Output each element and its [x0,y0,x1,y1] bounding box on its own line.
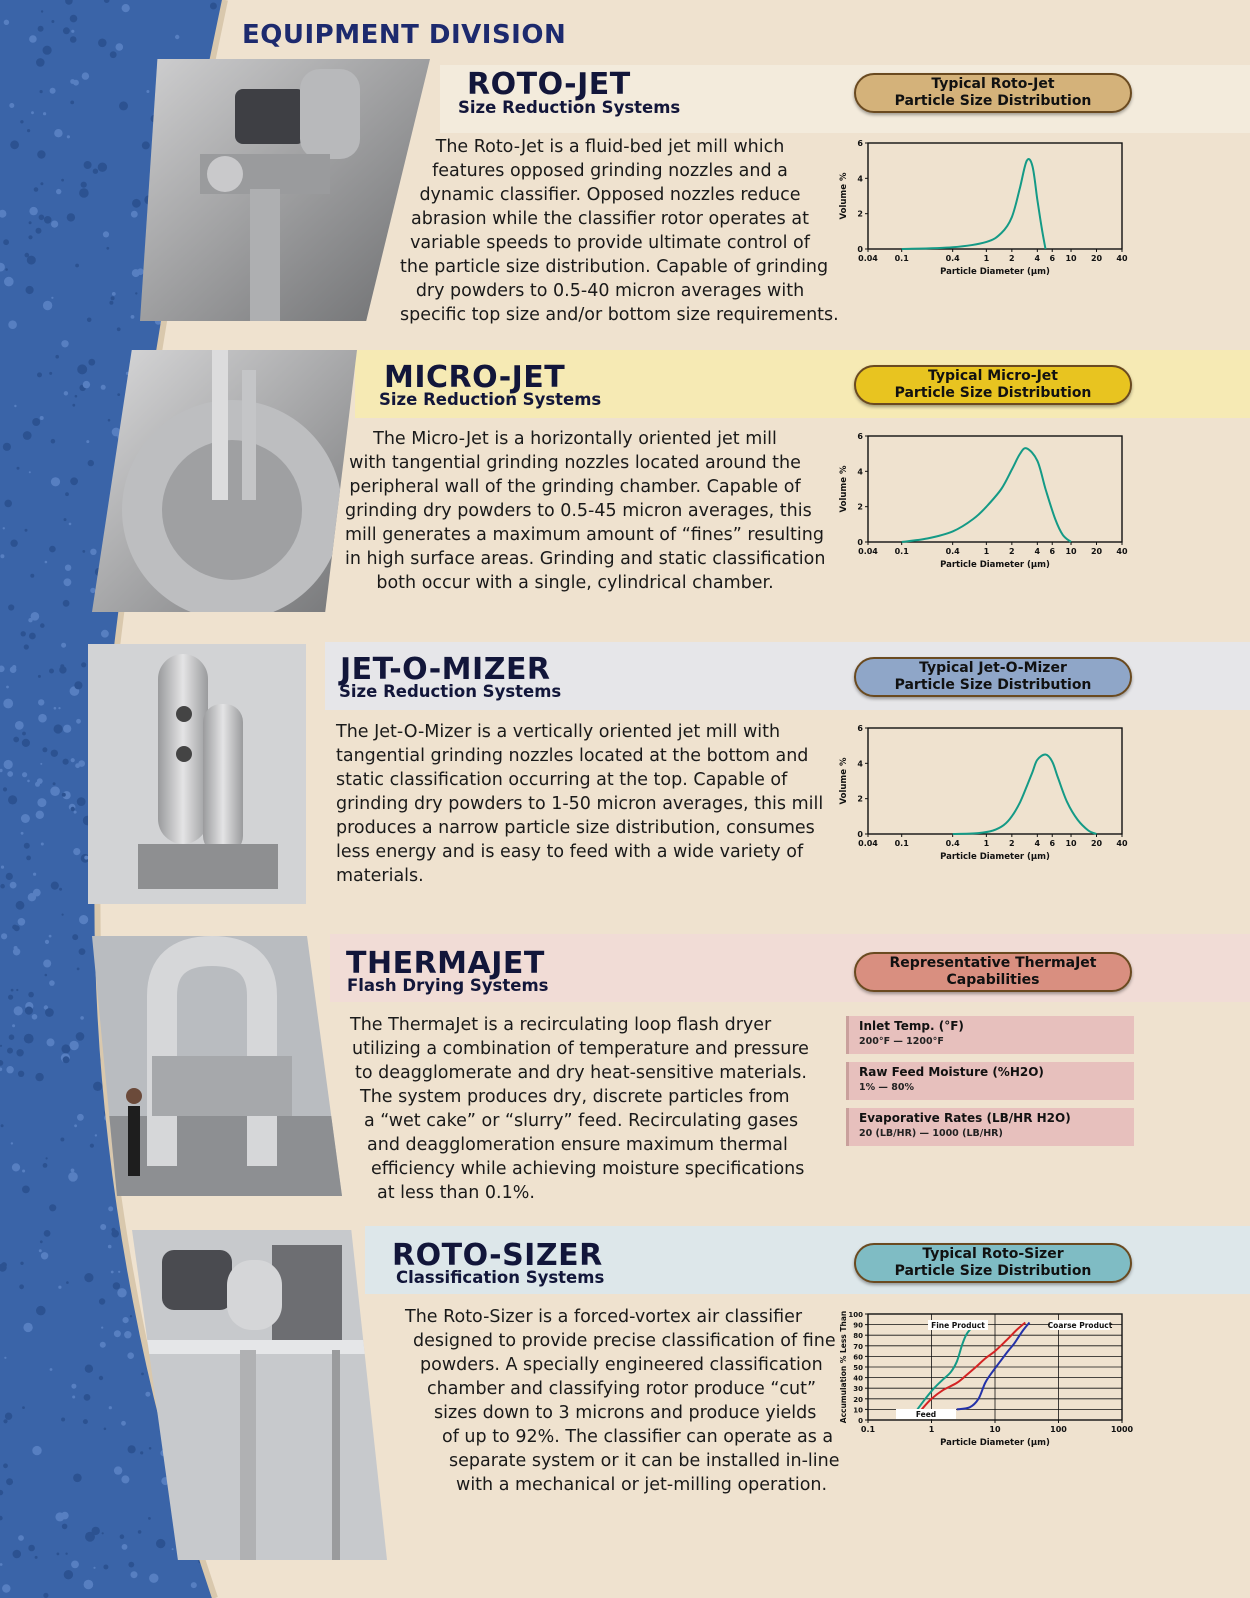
desc-line: the particle size distribution. Capable of grinding [400,257,829,277]
roto-sizer-distribution-chart [834,1306,1134,1460]
desc-line: of up to 92%. The classifier can operate as a [442,1427,834,1447]
y-axis-label: Volume % [839,172,849,220]
y-tick-label: 60 [853,1353,863,1362]
page-title: EQUIPMENT DIVISION [242,20,567,50]
x-tick-label: 0.04 [858,254,878,263]
desc-line: dry powders to 0.5-40 micron averages with [415,281,805,301]
x-tick-label: 40 [1116,839,1128,848]
thermajet-photo [92,936,342,1196]
desc-line: both occur with a single, cylindrical chamber. [376,573,774,593]
y-tick-label: 2 [857,209,863,219]
desc-line: peripheral wall of the grinding chamber. Capable of [349,477,801,497]
section-description [350,1013,809,1205]
desc-line: a “wet cake” or “slurry” feed. Recirculating gases [364,1111,799,1131]
chart-title-pill [854,365,1132,405]
desc-line: to deagglomerate and dry heat-sensitive materials. [355,1063,807,1083]
pill-line: Particle Size Distribution [894,1263,1092,1279]
y-tick-label: 90 [853,1321,863,1330]
x-tick-label: 0.4 [945,547,960,556]
pill-line: Particle Size Distribution [894,677,1092,693]
x-tick-label: 0.1 [894,547,909,556]
pill-line: Particle Size Distribution [894,93,1092,109]
x-tick-label: 4 [1034,839,1041,848]
section-description [336,720,824,888]
series-line [902,448,1071,542]
desc-line: in high surface areas. Grinding and static classification [345,549,826,569]
chart-title-pill [854,1243,1132,1283]
x-tick-label: 0.04 [858,839,878,848]
y-tick-label: 4 [857,759,863,769]
section-title: ROTO-SIZER [392,1238,603,1273]
x-tick-label: 1 [983,839,990,848]
section-subtitle: Classification Systems [396,1268,605,1287]
desc-line: The Roto-Sizer is a forced-vortex air classifier [405,1307,803,1327]
desc-line: less energy and is easy to feed with a wide variety of [336,842,804,862]
pill-line: Typical Micro-Jet [927,368,1058,384]
capabilities-title-pill [854,952,1132,992]
desc-line: and deagglomeration ensure maximum thermal [367,1135,788,1155]
y-tick-label: 6 [857,432,863,441]
capability-label: Inlet Temp. (°F) [859,1019,964,1033]
y-tick-label: 6 [857,724,863,733]
section-description [405,1305,840,1497]
capability-label: Raw Feed Moisture (%H2O) [859,1065,1044,1079]
desc-line: designed to provide precise classification of fine [413,1331,836,1351]
section-thermajet [0,934,1250,1204]
desc-line: sizes down to 3 microns and produce yields [434,1403,817,1423]
x-tick-label: 10 [1065,254,1077,263]
section-subtitle: Size Reduction Systems [379,390,602,409]
desc-line: grinding dry powders to 0.5-45 micron averages, this [345,501,812,521]
x-axis-label: Particle Diameter (µm) [940,560,1050,570]
jet-o-mizer-photo [88,644,306,904]
x-tick-label: 20 [1090,839,1103,848]
x-tick-label: 100 [1050,1425,1067,1434]
desc-line: mill generates a maximum amount of “fines” resulting [345,525,824,545]
desc-line: The ThermaJet is a recirculating loop flash dryer [350,1015,772,1035]
plot-frame [868,143,1122,249]
capability-value: 1% — 80% [859,1082,914,1093]
desc-line: features opposed grinding nozzles and a [432,161,788,181]
desc-line: powders. A specially engineered classification [420,1355,823,1375]
roto-jet-photo [140,59,430,321]
section-jet-o-mizer [0,642,1250,912]
series-line [953,754,1097,834]
x-axis-label: Particle Diameter (µm) [940,1438,1050,1448]
y-tick-label: 0 [857,538,863,547]
y-axis-label: Volume % [839,757,849,805]
x-tick-label: 6 [1049,839,1056,848]
desc-line: static classification occurring at the top. Capable of [336,770,788,790]
y-tick-label: 0 [857,830,863,839]
annotation-label: Feed [915,1410,937,1419]
desc-line: specific top size and/or bottom size requirements. [400,305,839,325]
chart-svg [834,720,1134,870]
section-description [345,427,826,595]
desc-line: variable speeds to provide ultimate control of [410,233,810,253]
desc-line: with tangential grinding nozzles located around the [349,453,801,473]
pill-line: Particle Size Distribution [894,385,1092,401]
x-tick-label: 1000 [1110,1425,1134,1434]
pill-line: Typical Jet-O-Mizer [919,660,1067,676]
x-axis-label: Particle Diameter (µm) [940,267,1050,277]
desc-line: materials. [336,866,424,886]
x-tick-label: 6 [1049,254,1056,263]
x-tick-label: 40 [1116,547,1128,556]
y-tick-label: 4 [857,467,863,477]
x-tick-label: 20 [1090,547,1103,556]
desc-line: with a mechanical or jet-milling operation. [456,1475,828,1495]
annotation-label: Coarse Product [1047,1321,1113,1330]
capability-inlet-temp [846,1016,1134,1054]
chart-title-pill [854,73,1132,113]
y-tick-label: 2 [857,794,863,804]
plot-frame [868,436,1122,542]
chart-svg [834,1306,1134,1456]
x-tick-label: 10 [1065,547,1077,556]
desc-line: chamber and classifying rotor produce “cut” [427,1379,817,1399]
x-tick-label: 4 [1034,547,1041,556]
desc-line: separate system or it can be installed in-line [449,1451,840,1471]
series-line [902,159,1046,249]
micro-jet-photo [92,350,357,612]
x-tick-label: 2 [1009,547,1015,556]
y-tick-label: 0 [857,245,863,254]
section-subtitle: Size Reduction Systems [339,682,562,701]
annotation-label: Fine Product [931,1321,985,1330]
x-tick-label: 10 [1065,839,1077,848]
x-tick-label: 0.1 [894,254,909,263]
section-title: MICRO-JET [384,360,566,395]
y-tick-label: 0 [858,1417,863,1425]
pill-line: Typical Roto-Sizer [922,1246,1064,1262]
chart-svg [834,135,1134,285]
capability-value: 20 (LB/HR) — 1000 (LB/HR) [859,1128,1003,1139]
capability-label: Evaporative Rates (LB/HR H2O) [859,1111,1071,1125]
roto-sizer-photo [132,1230,387,1560]
x-tick-label: 0.04 [858,547,878,556]
section-subtitle: Flash Drying Systems [347,976,549,995]
desc-line: efficiency while achieving moisture specifications [371,1159,805,1179]
chart-title-pill [854,657,1132,697]
y-axis-label: Volume % [839,465,849,513]
y-tick-label: 6 [857,139,863,148]
section-title: JET-O-MIZER [340,652,551,687]
section-roto-jet [0,55,1250,330]
x-tick-label: 1 [983,547,990,556]
y-tick-label: 70 [853,1342,863,1351]
y-tick-label: 4 [857,174,863,184]
x-tick-label: 0.1 [894,839,909,848]
section-description [400,135,839,327]
x-tick-label: 1 [983,254,990,263]
desc-line: The Roto-Jet is a fluid-bed jet mill which [435,137,785,157]
pill-line: Capabilities [946,972,1040,988]
desc-line: produces a narrow particle size distribution, consumes [336,818,815,838]
section-title: THERMAJET [346,946,545,981]
capability-evaporative-rates [846,1108,1134,1146]
chart-svg [834,428,1134,578]
x-tick-label: 1 [928,1425,935,1434]
section-roto-sizer [0,1226,1250,1516]
x-tick-label: 40 [1116,254,1128,263]
y-tick-label: 100 [848,1311,863,1319]
desc-line: abrasion while the classifier rotor operates at [411,209,809,229]
x-tick-label: 0.4 [945,839,960,848]
y-tick-label: 80 [853,1332,863,1341]
y-tick-label: 50 [853,1364,863,1372]
section-title: ROTO-JET [467,67,631,102]
y-tick-label: 20 [853,1395,863,1404]
x-tick-label: 10 [989,1425,1001,1434]
desc-line: utilizing a combination of temperature and pressure [352,1039,809,1059]
desc-line: The Micro-Jet is a horizontally oriented jet mill [373,429,777,449]
desc-line: dynamic classifier. Opposed nozzles reduce [419,185,801,205]
x-tick-label: 2 [1009,839,1015,848]
desc-line: The Jet-O-Mizer is a vertically oriented jet mill with [336,722,781,742]
pill-line: Representative ThermaJet [889,955,1097,971]
pill-line: Typical Roto-Jet [931,76,1055,92]
x-tick-label: 20 [1090,254,1103,263]
y-tick-label: 30 [853,1385,863,1394]
x-tick-label: 0.1 [860,1425,876,1434]
x-axis-label: Particle Diameter (µm) [940,852,1050,862]
roto-jet-distribution-chart [834,135,1134,289]
desc-line: at less than 0.1%. [377,1183,535,1203]
desc-line: tangential grinding nozzles located at the bottom and [336,746,809,766]
desc-line: The system produces dry, discrete particles from [360,1087,790,1107]
y-tick-label: 2 [857,502,863,512]
section-subtitle: Size Reduction Systems [458,98,681,117]
x-tick-label: 4 [1034,254,1041,263]
y-tick-label: 40 [853,1374,863,1383]
x-tick-label: 6 [1049,547,1056,556]
y-axis-label: Accumulation % Less Than [839,1310,848,1424]
jet-o-mizer-distribution-chart [834,720,1134,874]
x-tick-label: 0.4 [945,254,960,263]
micro-jet-distribution-chart [834,428,1134,582]
section-micro-jet [0,350,1250,620]
capability-raw-feed-moisture [846,1062,1134,1100]
capability-value: 200°F — 1200°F [859,1036,944,1047]
desc-line: grinding dry powders to 1-50 micron averages, this mill [336,794,824,814]
x-tick-label: 2 [1009,254,1015,263]
plot-frame [868,728,1122,834]
y-tick-label: 10 [853,1406,863,1415]
